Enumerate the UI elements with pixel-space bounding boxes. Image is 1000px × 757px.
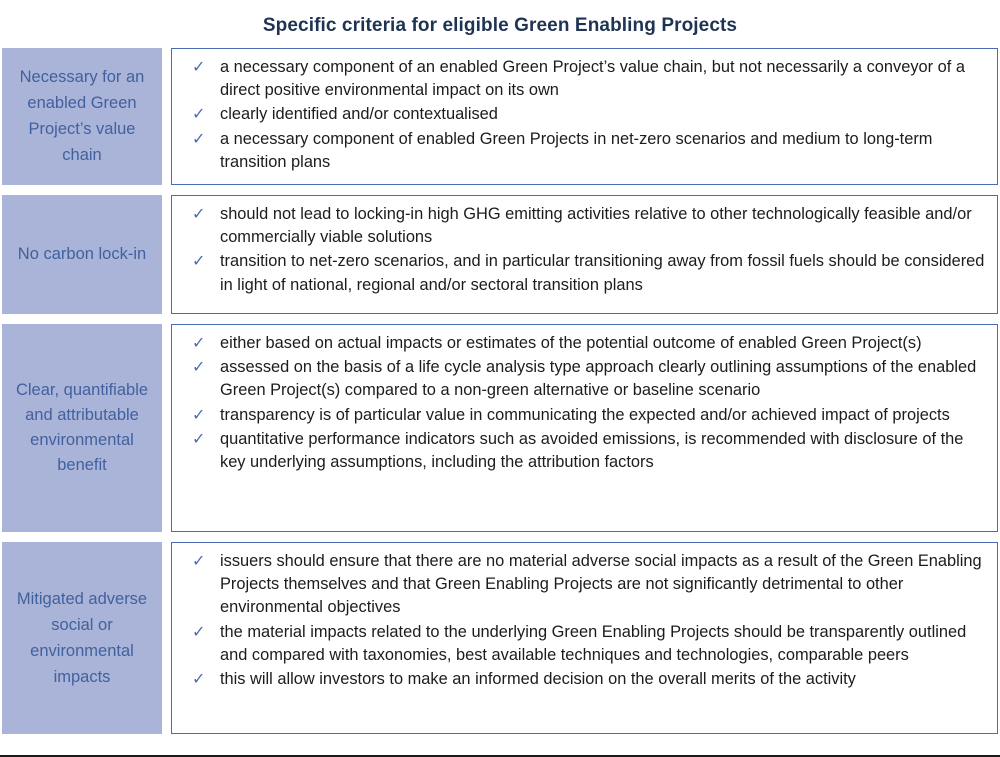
criteria-table xyxy=(2,48,998,734)
table-row xyxy=(2,324,998,532)
bullet-list xyxy=(178,550,991,692)
check-icon: ✓ xyxy=(192,621,206,641)
criteria-table-body xyxy=(2,48,998,734)
criterion-items-cell xyxy=(171,542,998,734)
row-gap-cell xyxy=(2,185,998,195)
table-row xyxy=(2,195,998,314)
check-icon: ✓ xyxy=(192,669,206,689)
check-icon: ✓ xyxy=(192,104,206,124)
list-item xyxy=(178,250,991,297)
list-item-text: quantitative performance indicators such as avoided emissions, is recommended with disclosure of the key underlying assumptions, including the attribution factors xyxy=(220,430,964,472)
criterion-label: Necessary for an enabled Green Project’s value chain xyxy=(2,48,162,185)
criterion-items-box xyxy=(171,542,998,734)
check-icon: ✓ xyxy=(192,251,206,271)
table-row xyxy=(2,48,998,185)
column-spacer xyxy=(162,48,171,185)
list-item-text: should not lead to locking-in high GHG emitting activities relative to other technologically feasible and/or commercially viable solutions xyxy=(220,204,972,247)
list-item-text: a necessary component of enabled Green Projects in net-zero scenarios and medium to long-term transition plans xyxy=(220,129,933,172)
list-item xyxy=(178,56,991,103)
check-icon: ✓ xyxy=(192,429,206,449)
list-item-text: issuers should ensure that there are no material adverse social impacts as a result of the Green Enabling Projects themselves and that Green Enabling Projects are not significantly detrimental to other environmental objectives xyxy=(220,551,982,617)
list-item xyxy=(178,621,991,668)
list-item xyxy=(178,404,991,427)
list-item-text: this will allow investors to make an informed decision on the overall merits of the activity xyxy=(220,670,856,689)
list-item xyxy=(178,668,991,691)
criterion-label-cell xyxy=(2,48,162,185)
list-item xyxy=(178,332,991,355)
column-spacer xyxy=(162,324,171,532)
check-icon: ✓ xyxy=(192,56,206,76)
list-item xyxy=(178,550,991,620)
list-item-text: the material impacts related to the underlying Green Enabling Projects should be transparently outlined and compared with taxonomies, best available techniques and technologies, comparable peers xyxy=(220,622,967,665)
check-icon: ✓ xyxy=(192,203,206,223)
list-item-text: transition to net-zero scenarios, and in particular transitioning away from fossil fuels should be considered in light of national, regional and/or sectoral transition plans xyxy=(220,252,985,294)
list-item-text: clearly identified and/or contextualised xyxy=(220,105,498,124)
criterion-label: Mitigated adverse social or environmental impacts xyxy=(2,542,162,734)
column-spacer xyxy=(162,195,171,314)
column-spacer xyxy=(162,542,171,734)
check-icon: ✓ xyxy=(192,550,206,570)
bullet-list xyxy=(178,56,991,174)
check-icon: ✓ xyxy=(192,404,206,424)
bullet-list xyxy=(178,332,991,475)
row-gap xyxy=(2,185,998,195)
row-gap xyxy=(2,532,998,542)
criterion-items-cell xyxy=(171,324,998,532)
check-icon: ✓ xyxy=(192,332,206,352)
criterion-items-cell xyxy=(171,48,998,185)
list-item xyxy=(178,356,991,403)
criterion-items-cell xyxy=(171,195,998,314)
bullet-list xyxy=(178,203,991,297)
row-gap xyxy=(2,314,998,324)
list-item xyxy=(178,203,991,250)
list-item-text: assessed on the basis of a life cycle analysis type approach clearly outlining assumptions of the enabled Green Project(s) compared to a non-green alternative or baseline scenario xyxy=(220,358,977,400)
criterion-items-box xyxy=(171,324,998,532)
criterion-label-cell xyxy=(2,324,162,532)
list-item xyxy=(178,428,991,475)
check-icon: ✓ xyxy=(192,128,206,148)
criterion-label: No carbon lock-in xyxy=(2,195,162,314)
table-row xyxy=(2,542,998,734)
list-item xyxy=(178,128,991,175)
list-item-text: either based on actual impacts or estimates of the potential outcome of enabled Green Project(s) xyxy=(220,333,922,352)
criterion-label: Clear, quantifiable and attributable environmental benefit xyxy=(2,324,162,532)
criterion-label-cell xyxy=(2,542,162,734)
page-title: Specific criteria for eligible Green Enabling Projects xyxy=(262,15,738,36)
criterion-label-cell xyxy=(2,195,162,314)
list-item-text: a necessary component of an enabled Green Project’s value chain, but not necessarily a conveyor of a direct positive environmental impact on its own xyxy=(220,57,966,100)
row-gap-cell xyxy=(2,532,998,542)
list-item-text: transparency is of particular value in communicating the expected and/or achieved impact of projects xyxy=(220,405,950,424)
criterion-items-box xyxy=(171,195,998,314)
criterion-items-box xyxy=(171,48,998,185)
list-item xyxy=(178,103,991,126)
check-icon: ✓ xyxy=(192,357,206,377)
row-gap-cell xyxy=(2,314,998,324)
